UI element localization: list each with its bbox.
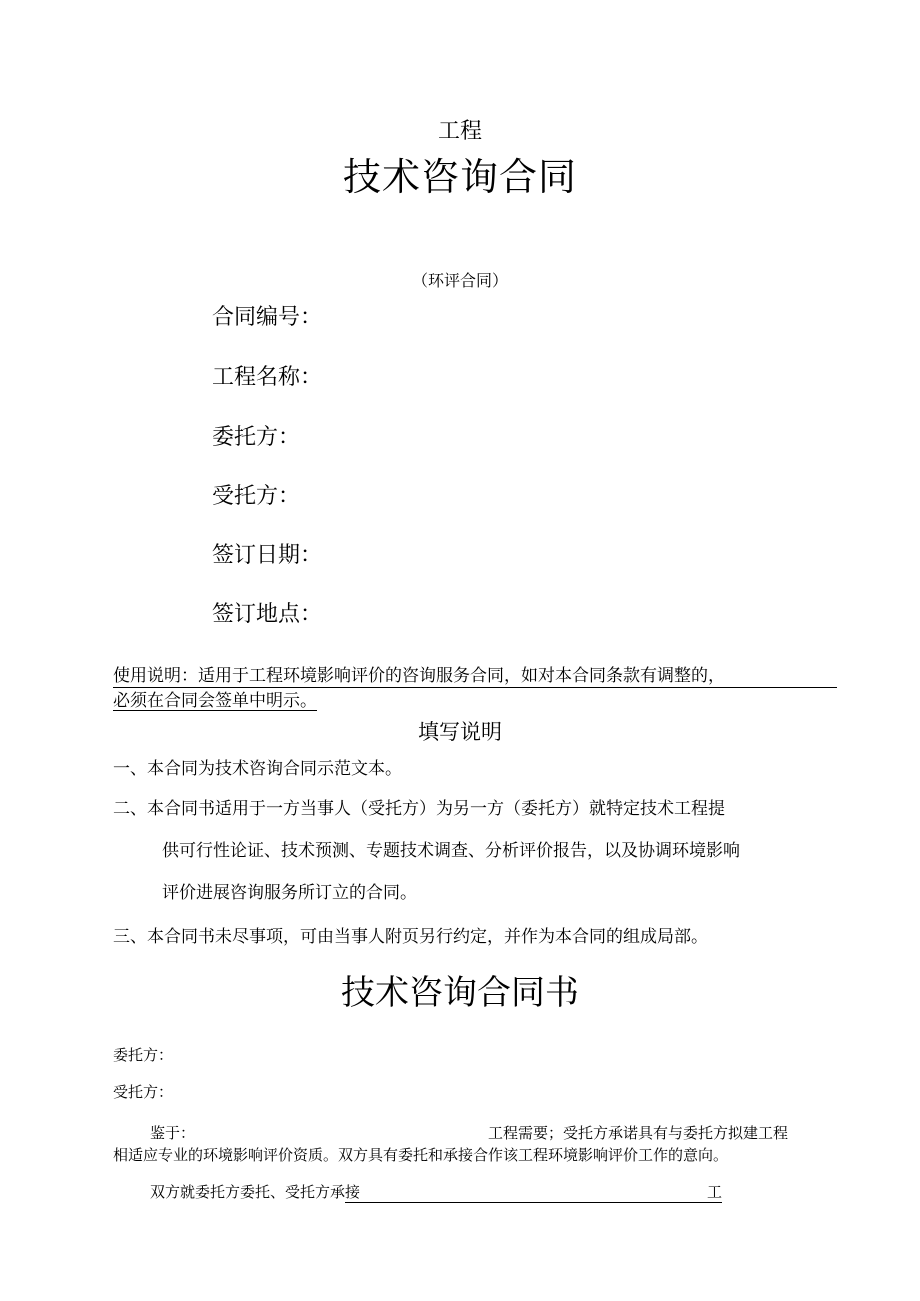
field-contractor: 受托方：	[212, 484, 301, 509]
instruction-item-2-cont-1: 供可行性论证、技术预测、专题技术调查、分析评价报告，以及协调环境影响	[162, 841, 740, 861]
cover-title: 技术咨询合同	[342, 155, 577, 199]
paragraph-1-prefix: 鉴于：	[150, 1124, 196, 1142]
field-signing-date: 签订日期：	[212, 543, 323, 568]
field-project-name: 工程名称：	[212, 365, 323, 390]
contractor-label: 受托方：	[113, 1083, 174, 1101]
paragraph-2	[150, 1181, 722, 1203]
paragraph-2-end: 工	[707, 1183, 723, 1201]
paragraph-1-suffix: 工程需要；受托方承诺具有与委托方拟建工程	[488, 1124, 789, 1142]
field-signing-place: 签订地点：	[212, 602, 323, 627]
field-contract-number: 合同编号：	[212, 305, 323, 330]
paragraph-2-prefix: 双方就委托方委托、受托方承	[150, 1183, 346, 1201]
fill-instructions-title: 填写说明	[418, 720, 502, 744]
instruction-item-3: 三、本合同书未尽事项，可由当事人附页另行约定，并作为本合同的组成局部。	[113, 927, 708, 947]
client-label: 委托方：	[113, 1046, 174, 1064]
instruction-item-1: 一、本合同为技术咨询合同示范文本。	[113, 759, 402, 779]
instruction-item-2: 二、本合同书适用于一方当事人（受托方）为另一方（委托方）就特定技术工程提	[113, 799, 725, 819]
contract-title: 技术咨询合同书	[341, 973, 579, 1013]
paragraph-2-underlined-start: 接	[345, 1183, 361, 1201]
project-name-blank	[345, 1181, 707, 1203]
usage-note-line-2: 必须在合同会签单中明示。	[113, 691, 317, 711]
contract-type-label: （环评合同）	[411, 271, 508, 290]
usage-note-line-1: 使用说明：适用于工程环境影响评价的咨询服务合同，如对本合同条款有调整的，	[113, 661, 837, 688]
field-client: 委托方：	[212, 425, 301, 450]
cover-subtitle: 工程	[437, 119, 482, 144]
instruction-item-2-cont-2: 评价进展咨询服务所订立的合同。	[162, 883, 417, 903]
paragraph-1-line-2: 相适应专业的环境影响评价资质。双方具有委托和承接合作该工程环境影响评价工作的意向。	[113, 1146, 729, 1164]
